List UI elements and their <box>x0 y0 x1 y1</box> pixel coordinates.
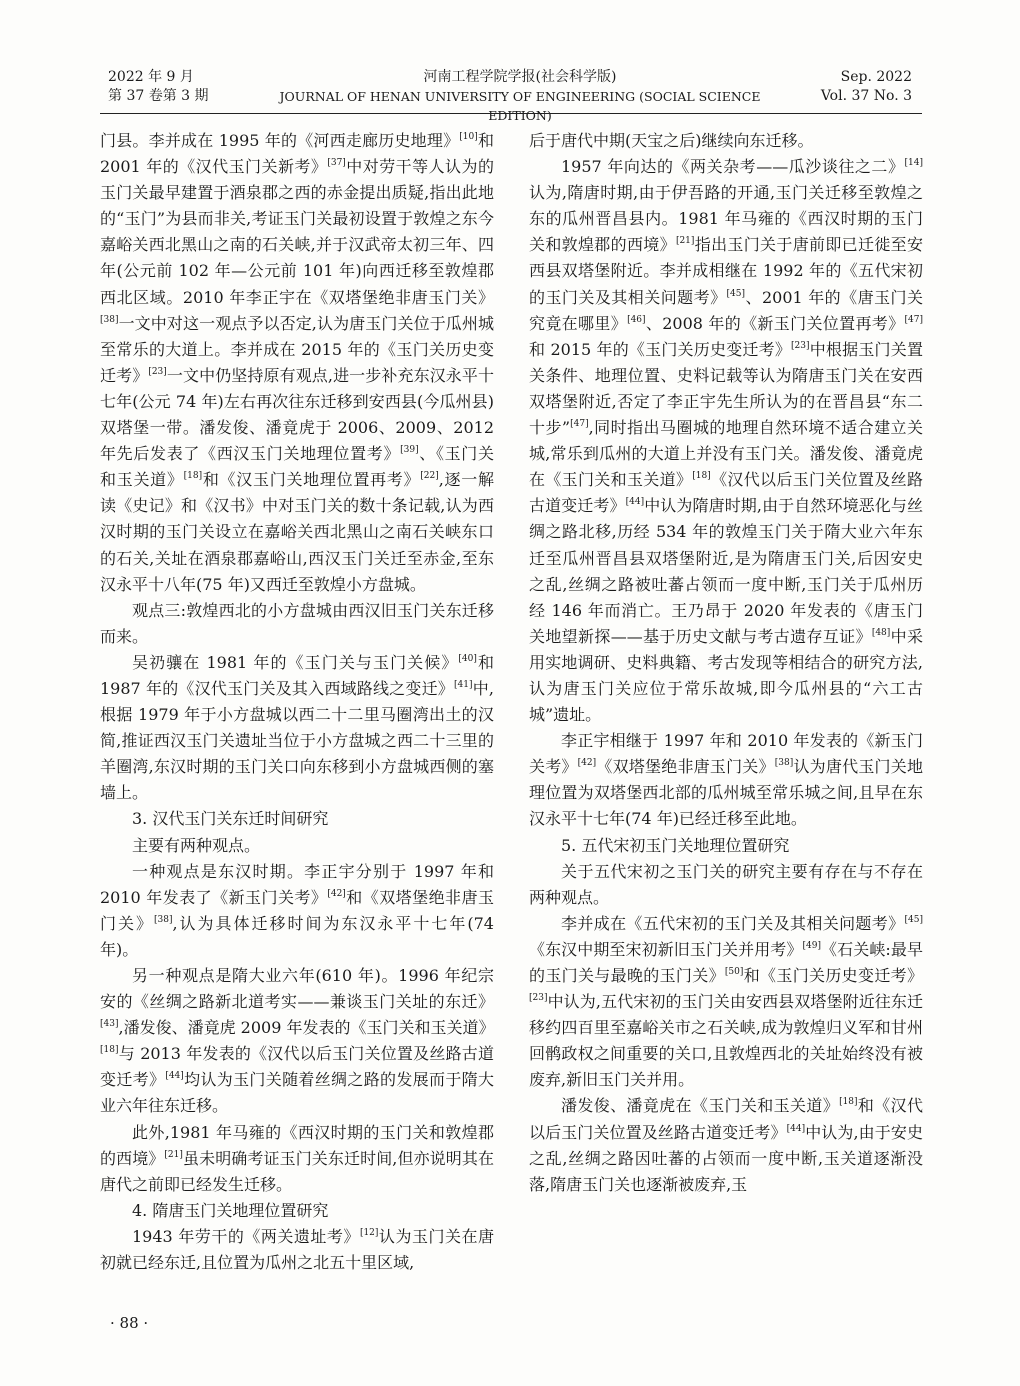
section-heading: 5. 五代宋初玉门关地理位置研究 <box>561 835 790 855</box>
citation-ref: [40] <box>458 653 477 664</box>
page-number: · 88 · <box>110 1314 149 1332</box>
body-paragraph: 关于五代宋初之玉门关的研究主要有存在与不存在两种观点。 <box>529 861 923 907</box>
citation-ref: [18] <box>183 471 203 482</box>
body-paragraph: 一种观点是东汉时期。李正宇分别于 1997 年和 2010 年发表了《新玉门关考》[42]和《双塔堡绝非唐玉门关》[38],认为具体迁移时间为东汉永平十七年(74 年)。 <box>100 861 494 959</box>
body-paragraph: 此外,1981 年马雍的《西汉时期的玉门关和敦煌郡的西境》[21]虽未明确考证玉门关东迁时间,但亦说明其在唐代之前即已经发生迁移。 <box>100 1122 494 1194</box>
section-heading: 3. 汉代玉门关东迁时间研究 <box>132 809 329 829</box>
header-date-en: Sep. 2022 <box>840 69 912 85</box>
citation-ref: [45] <box>726 288 746 299</box>
running-header <box>0 68 1020 123</box>
citation-ref: [23] <box>148 366 167 377</box>
right-text-column <box>529 128 923 1198</box>
citation-ref: [38] <box>153 914 173 925</box>
citation-ref: [41] <box>454 679 473 690</box>
journal-title-en: JOURNAL OF HENAN UNIVERSITY OF ENGINEERING (SOCIAL SCIENCE EDITION) <box>279 89 761 123</box>
body-paragraph: 主要有两种观点。 <box>132 835 261 855</box>
header-volume-issue: 第 37 卷第 3 期 <box>108 88 209 104</box>
header-date-volume <box>108 68 209 106</box>
body-paragraph: 吴礽骧在 1981 年的《玉门关与玉门关候》[40]和 1987 年的《汉代玉门关及其入西域路线之变迁》[41]中,根据 1979 年于小方盘城以西二十二里马圈湾出土的汉简,推证西汉玉门关遗址当位于小方盘城之西二十三里的羊圈湾,东汉时期的玉门关口向东移到小方盘城西侧的塞墙上。 <box>100 652 494 803</box>
body-paragraph: 1957 年向达的《两关杂考——瓜沙谈往之二》[14]认为,隋唐时期,由于伊吾路的开通,玉门关迁移至敦煌之东的瓜州晋昌县内。1981 年马雍的《西汉时期的玉门关和敦煌郡的西境》[21]指出玉门关于唐前即已迁徙至安西县双塔堡附近。李并成相继在 1992 年的《五代宋初的玉门关及其相关问题考》[45]、2001 年的《唐玉门关究竟在哪里》[46]、2008 年的《新玉门关位置再考》[47]和 2015 年的《玉门关历史变迁考》[23]中根据玉门关置关条件、地理位置、史料记载等认为隋唐玉门关在安西双塔堡附近,否定了李正宇先生所认为的在晋昌县“东二十步”[47],同时指出马圈城的地理自然环境不适合建立关城,常乐到瓜州的大道上并没有玉门关。潘发俊、潘竟虎在《玉门关和玉关道》[18]《汉代以后玉门关位置及丝路古道变迁考》[44]中认为隋唐时期,由于自然环境恶化与丝绸之路北移,历经 534 年的敦煌玉门关于隋大业六年东迁至瓜州晋昌县双塔堡附近,是为隋唐玉门关,后因安史之乱,丝绸之路被吐蕃占领而一度中断,玉门关于瓜州历经 146 年而消亡。王乃昂于 2020 年发表的《唐玉门关地望新探——基于历史文献与考古遗存互证》[48]中采用实地调研、史料典籍、考古发现等相结合的研究方法,认为唐玉门关应位于常乐故城,即今瓜州县的“六工古城”遗址。 <box>529 157 923 725</box>
citation-ref: [23] <box>529 993 548 1004</box>
body-paragraph: 观点三:敦煌西北的小方盘城由西汉旧玉门关东迁移而来。 <box>100 600 494 646</box>
citation-ref: [47] <box>904 314 923 325</box>
citation-ref: [44] <box>786 1123 806 1134</box>
citation-ref: [37] <box>327 158 346 169</box>
header-journal-title <box>260 68 780 125</box>
citation-ref: [14] <box>904 158 923 169</box>
citation-ref: [44] <box>165 1071 184 1082</box>
citation-ref: [18] <box>100 1045 119 1056</box>
citation-ref: [38] <box>100 314 119 325</box>
citation-ref: [21] <box>164 1149 183 1160</box>
citation-ref: [42] <box>577 758 597 769</box>
citation-ref: [18] <box>692 471 711 482</box>
citation-ref: [43] <box>100 1019 119 1030</box>
body-paragraph: 李并成在《五代宋初的玉门关及其相关问题考》[45]《东汉中期至宋初新旧玉门关并用考》[49]《石关峡:最早的玉门关与最晚的玉门关》[50]和《玉门关历史变迁考》[23]中认为,五代宋初的玉门关由安西县双塔堡附近往东迁移约四百里至嘉峪关市之石关峡,成为敦煌归义军和甘州回鹘政权之间重要的关口,且敦煌西北的关址始终没有被废弃,新旧玉门关并用。 <box>529 913 923 1090</box>
citation-ref: [21] <box>675 236 695 247</box>
citation-ref: [48] <box>871 627 891 638</box>
body-paragraph: 门县。李并成在 1995 年的《河西走廊历史地理》[10]和 2001 年的《汉代玉门关新考》[37]中对劳干等人认为的玉门关最早建置于酒泉郡之西的赤金提出质疑,指出此地的“玉门”为县而非关,考证玉门关最初设置于敦煌之东今嘉峪关西北黑山之南的石关峡,并于汉武帝太初三年、四年(公元前 102 年—公元前 101 年)向西迁移至敦煌郡西北区域。2010 年李正宇在《双塔堡绝非唐玉门关》[38]一文中对这一观点予以否定,认为唐玉门关位于瓜州城至常乐的大道上。李并成在 2015 年的《玉门关历史变迁考》[23]一文中仍坚持原有观点,进一步补充东汉永平十七年(公元 74 年)左右再次往东迁移到安西县(今瓜州县)双塔堡一带。潘发俊、潘竟虎于 2006、2009、2012 年先后发表了《西汉玉门关地理位置考》[39]、《玉门关和玉关道》[18]和《汉玉门关地理位置再考》[22],逐一解读《史记》和《汉书》中对玉门关的数十条记载,认为西汉时期的玉门关设立在嘉峪关西北黑山之南石关峡东口的石关,关址在酒泉郡嘉峪山,西汉玉门关迁至赤金,至东汉永平十八年(75 年)又西迁至敦煌小方盘城。 <box>100 131 494 594</box>
header-date-volume-en <box>821 68 912 106</box>
citation-ref: [42] <box>327 888 346 899</box>
body-paragraph: 潘发俊、潘竟虎在《玉门关和玉关道》[18]和《汉代以后玉门关位置及丝路古道变迁考》[44]中认为,由于安史之乱,丝绸之路因吐蕃的占领而一度中断,玉关道逐渐没落,隋唐玉门关也逐渐被废弃,玉 <box>529 1096 923 1194</box>
citation-ref: [44] <box>625 497 645 508</box>
citation-ref: [23] <box>791 340 810 351</box>
body-paragraph: 1943 年劳干的《两关遗址考》[12]认为玉门关在唐初就已经东迁,且位置为瓜州之北五十里区域, <box>100 1226 494 1273</box>
citation-ref: [18] <box>839 1097 858 1108</box>
citation-ref: [47] <box>570 419 589 430</box>
citation-ref: [45] <box>904 914 923 925</box>
section-heading: 4. 隋唐玉门关地理位置研究 <box>132 1200 329 1220</box>
header-rule <box>100 113 922 114</box>
citation-ref: [38] <box>774 758 794 769</box>
citation-ref: [22] <box>420 471 439 482</box>
citation-ref: [10] <box>459 132 478 142</box>
body-paragraph: 李正宇相继于 1997 年和 2010 年发表的《新玉门关考》[42]《双塔堡绝非唐玉门关》[38]认为唐代玉门关地理位置为双塔堡西北部的瓜州城至常乐城之间,且早在东汉永平十七年(74 年)已经迁移至此地。 <box>529 731 923 829</box>
citation-ref: [50] <box>724 967 744 977</box>
citation-ref: [46] <box>627 314 646 325</box>
header-volume-issue-en: Vol. 37 No. 3 <box>820 88 912 104</box>
body-paragraph: 后于唐代中期(天宝之后)继续向东迁移。 <box>529 131 814 150</box>
citation-ref: [12] <box>359 1227 379 1238</box>
citation-ref: [49] <box>802 940 821 951</box>
body-paragraph: 另一种观点是隋大业六年(610 年)。1996 年纪宗安的《丝绸之路新北道考实——兼谈玉门关址的东迁》[43],潘发俊、潘竟虎 2009 年发表的《玉门关和玉关道》[18]与 2013 年发表的《汉代以后玉门关位置及丝路古道变迁考》[44]均认为玉门关随着丝绸之路的发展而于隋大业六年往东迁移。 <box>100 966 495 1116</box>
journal-title-cn: 河南工程学院学报(社会科学版) <box>423 69 617 85</box>
left-text-column <box>100 128 494 1276</box>
citation-ref: [39] <box>400 445 419 456</box>
header-date: 2022 年 9 月 <box>108 69 194 85</box>
